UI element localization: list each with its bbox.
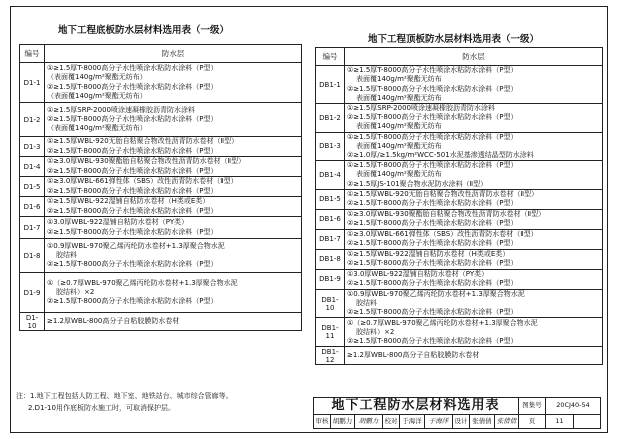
table-row [20, 103, 302, 137]
layer-line: ①≥1.5厚WBL-920无胎自粘聚合物改性沥青防水卷材（Ⅱ型） [347, 190, 539, 199]
row-layers [345, 347, 603, 365]
row-code: D1-3 [20, 137, 45, 157]
row-code: D1-6 [20, 197, 45, 217]
row-code: D1-9 [20, 273, 45, 313]
row-code: DB1-12 [316, 347, 345, 365]
layer-line: ①3.0厚WBL-922湿铺自粘防水卷材（PY类） [47, 218, 189, 227]
layer-line: ①≥1.5厚WBL-922湿铺自粘防水卷材（H类或E类） [47, 197, 210, 206]
layer-line: ②≥1.5厚T-8000高分子水性喷涂水粘防水涂料（P型） [47, 186, 218, 195]
row-layers [45, 157, 302, 177]
row-layers [45, 217, 302, 239]
layer-line: ①0.9厚WBL-970聚乙烯丙纶防水卷材+1.3厚聚合物水泥 [47, 241, 225, 250]
roof-slab-table [315, 47, 603, 365]
table-row [316, 318, 603, 347]
row-code: DB1-1 [316, 66, 345, 104]
layer-line: 表面覆140g/m²聚酯无纺布 [356, 93, 442, 102]
row-layers [345, 189, 603, 209]
layer-line: ①≥1.5厚T-8000高分子水性喷涂水粘防水涂料（P型） [347, 132, 518, 141]
layer-line: ②≥1.5厚T-8000高分子水性喷涂水粘防水涂料（P型） [347, 259, 518, 268]
layer-line: ①≥1.5厚T-8000高分子水性喷涂水粘防水涂料（P型） [47, 64, 218, 73]
layer-line: ①≥1.5厚WBL-922湿铺自粘防水卷材（H类或E类） [347, 250, 510, 259]
layer-line: 表面覆140g/m²聚酯无纺布 [356, 122, 442, 131]
row-layers [345, 132, 603, 161]
atlas-label: 图集号 [522, 401, 542, 409]
row-code: DB1-8 [316, 249, 345, 269]
layer-line: ①0.9厚WBL-970聚乙烯丙纶防水卷材+1.3厚聚合物水泥 [347, 289, 525, 298]
row-layers [345, 289, 603, 318]
layer-line: 胶结料）×2 [356, 327, 395, 336]
table-row [316, 161, 603, 190]
table-row [20, 313, 302, 331]
layer-line: （表面覆140g/m²聚酯无纺布） [47, 124, 147, 133]
row-code: D1-5 [20, 177, 45, 197]
design-label: 设计 [454, 417, 468, 425]
col-layer-header: 防水层 [45, 45, 302, 63]
table-row [20, 177, 302, 197]
designer-signature: 张倩倩 [496, 417, 517, 425]
row-code: DB1-10 [316, 289, 345, 318]
table-row [316, 66, 603, 104]
col-code-header: 编号 [20, 45, 45, 63]
layer-line: ②≥1.5厚T-8000高分子水性喷涂水粘防水涂料（P型） [47, 206, 218, 215]
table-row [316, 269, 603, 289]
layer-line: ①≥3.0厚WBL-661弹性体（SBS）改性沥青防水卷材（Ⅱ型） [47, 177, 238, 186]
layer-line: ②≥1.5厚T-8000高分子水性喷涂水粘防水涂料（P型） [347, 337, 518, 346]
row-code: DB1-6 [316, 209, 345, 229]
note-1: 注：1.地下工程包括人防工程、地下室、地铁站台、城市综合管廊等。 [16, 392, 233, 400]
layer-line: ②≥1.5厚T-8000高分子水性喷涂水粘防水涂料（P型） [347, 113, 518, 122]
layer-line: ≥1.2厚WBL-800高分子自粘胶膜防水卷材 [47, 316, 180, 325]
layer-line: ①≥3.0厚WBL-661弹性体（SBS）改性沥青防水卷材（Ⅱ型） [347, 230, 538, 239]
row-code: DB1-4 [316, 161, 345, 190]
layer-line: ①（≥0.7厚WBL-970聚乙烯丙纶防水卷材+1.3厚聚合物水泥 [347, 318, 538, 327]
layer-line: 胶结料 [56, 250, 77, 259]
layer-line: ②≥1.5厚T-8000高分子水性喷涂水粘防水涂料（P型） [47, 114, 218, 123]
atlas-number: 20CJ40-54 [556, 401, 590, 409]
row-code: DB1-7 [316, 229, 345, 249]
layer-line: ≥1.2厚WBL-800高分子自粘胶膜防水卷材 [347, 351, 480, 360]
row-layers [345, 318, 603, 347]
layer-line: ①≥1.5厚WBL-920无胎自粘聚合物改性沥青防水卷材（Ⅱ型） [47, 137, 239, 146]
layer-line: ①≥3.0厚WBL-930聚酯胎自粘聚合物改性沥青防水卷材（Ⅱ型） [47, 157, 246, 166]
layer-line: ②≥1.5厚T-8000高分子水性喷涂水粘防水涂料（P型） [347, 199, 518, 208]
row-layers [45, 313, 302, 331]
layer-line: ②≥1.5厚T-8000高分子水性喷涂水粘防水涂料（P型） [47, 260, 218, 269]
row-layers [345, 269, 603, 289]
table-row [316, 249, 603, 269]
row-layers [45, 103, 302, 137]
table-row [20, 239, 302, 273]
table-row [316, 347, 603, 365]
layer-line: 表面覆140g/m²聚酯无纺布 [356, 141, 442, 150]
row-layers [345, 209, 603, 229]
table-row [316, 289, 603, 318]
layer-line: ①≥3.0厚WBL-930聚酯胎自粘聚合物改性沥青防水卷材（Ⅱ型） [347, 210, 546, 219]
left-table-title: 地下工程底板防水层材料选用表（一级） [58, 25, 230, 36]
table-row [316, 189, 603, 209]
layer-line: 胶结料）×2 [56, 287, 95, 296]
floor-slab-table [19, 44, 302, 331]
table-row [20, 197, 302, 217]
row-code: DB1-9 [316, 269, 345, 289]
layer-line: ①≥1.5厚T-8000高分子水性喷涂水粘防水涂料（P型） [347, 161, 518, 170]
table-row [316, 209, 603, 229]
layer-line: ②≥1.5厚T-8000高分子水性喷涂水粘防水涂料（P型） [347, 84, 518, 93]
row-code: D1-10 [20, 313, 45, 331]
row-layers [345, 161, 603, 190]
row-layers [45, 137, 302, 157]
table-row [20, 137, 302, 157]
layer-line: ②≥1.5厚T-8000高分子水性喷涂水粘防水涂料（P型） [47, 146, 218, 155]
checker-signature: 于海洋 [428, 417, 449, 425]
page-label: 页 [528, 417, 536, 425]
layer-line: ①≥1.5厚SRP-2000喷涂速凝橡胶沥青防水涂料 [347, 104, 495, 112]
layer-line: （表面覆140g/m²聚酯无纺布） [47, 91, 147, 100]
layer-line: ②≥1.5厚T-8000高分子水性喷涂水粘防水涂料（P型） [347, 239, 518, 248]
col-code-header: 编号 [316, 48, 345, 66]
layer-line: ①（≥0.7厚WBL-970聚乙烯丙纶防水卷材+1.3厚聚合物水泥 [47, 278, 238, 287]
row-code: D1-1 [20, 63, 45, 103]
row-code: DB1-2 [316, 104, 345, 133]
row-code: D1-4 [20, 157, 45, 177]
layer-line: ②≥1.5厚T-8000高分子水性喷涂水粘防水涂料（P型） [347, 279, 518, 288]
table-row [20, 217, 302, 239]
reviewer-signature: 胡鹏力 [358, 417, 379, 425]
designer-name: 张倩倩 [472, 417, 492, 425]
row-layers [45, 63, 302, 103]
notes [16, 390, 233, 414]
layer-line: ①≥1.5厚SRP-2000喷涂速凝橡胶沥青防水涂料 [47, 105, 195, 114]
table-row [20, 273, 302, 313]
row-layers [45, 273, 302, 313]
check-label: 校对 [384, 417, 398, 425]
layer-line: ②≥1.5厚T-8000高分子水性喷涂水粘防水涂料（P型） [47, 227, 218, 236]
row-code: D1-7 [20, 217, 45, 239]
layer-line: 表面覆140g/m²聚酯无纺布 [356, 170, 442, 179]
table-row [316, 229, 603, 249]
row-layers [345, 229, 603, 249]
layer-line: 胶结料 [356, 299, 377, 308]
row-layers [45, 197, 302, 217]
note-2: 2.D1-10用作底板防水施工时，可取消保护层。 [28, 404, 175, 412]
layer-line: （表面覆140g/m²聚酯无纺布） [47, 73, 147, 82]
row-code: D1-8 [20, 239, 45, 273]
right-table-title: 地下工程顶板防水层材料选用表（一级） [368, 34, 540, 45]
page-number: 11 [555, 417, 564, 425]
row-layers [345, 249, 603, 269]
checker-name: 于海洋 [402, 417, 422, 425]
layer-line: ②≥1.5厚T-8000高分子水性喷涂水粘防水涂料（P型） [347, 308, 518, 317]
table-row [20, 157, 302, 177]
row-code: DB1-5 [316, 189, 345, 209]
row-layers [45, 239, 302, 273]
col-layer-header: 防水层 [345, 48, 603, 66]
row-code: DB1-3 [316, 132, 345, 161]
row-layers [345, 66, 603, 104]
layer-line: ①≥1.5厚T-8000高分子水性喷涂水粘防水涂料（P型） [347, 66, 518, 75]
review-label: 审核 [315, 417, 329, 425]
table-row [20, 63, 302, 103]
table-row [316, 104, 603, 133]
layer-line: ②≥1.0厚/≥1.5kg/m²WCC-501水泥基渗透结晶型防水涂料 [347, 151, 534, 160]
row-code: DB1-11 [316, 318, 345, 347]
row-layers [45, 177, 302, 197]
drawing-title: 地下工程防水层材料选用表 [331, 398, 500, 413]
layer-line: ②≥1.5厚T-8000高分子水性喷涂水粘防水涂料（P型） [47, 297, 218, 306]
row-layers [345, 104, 603, 133]
layer-line: ②≥1.5厚T-8000高分子水性喷涂水粘防水涂料（P型） [47, 166, 218, 175]
layer-line: 表面覆140g/m²聚酯无纺布 [356, 75, 442, 84]
title-block [313, 397, 601, 429]
reviewer-name: 胡鹏力 [332, 417, 353, 425]
layer-line: ②≥1.5厚T-8000高分子水性喷涂水粘防水涂料（P型） [347, 219, 518, 228]
layer-line: ②≥1.5厚T-8000高分子水性喷涂水粘防水涂料（P型） [47, 82, 218, 91]
layer-line: ①3.0厚WBL-922湿铺自粘防水卷材（PY类） [347, 270, 489, 279]
layer-line: ②≥1.5厚JS-101聚合物水泥防水涂料（Ⅱ型） [347, 179, 488, 188]
row-code: D1-2 [20, 103, 45, 137]
table-row [316, 132, 603, 161]
